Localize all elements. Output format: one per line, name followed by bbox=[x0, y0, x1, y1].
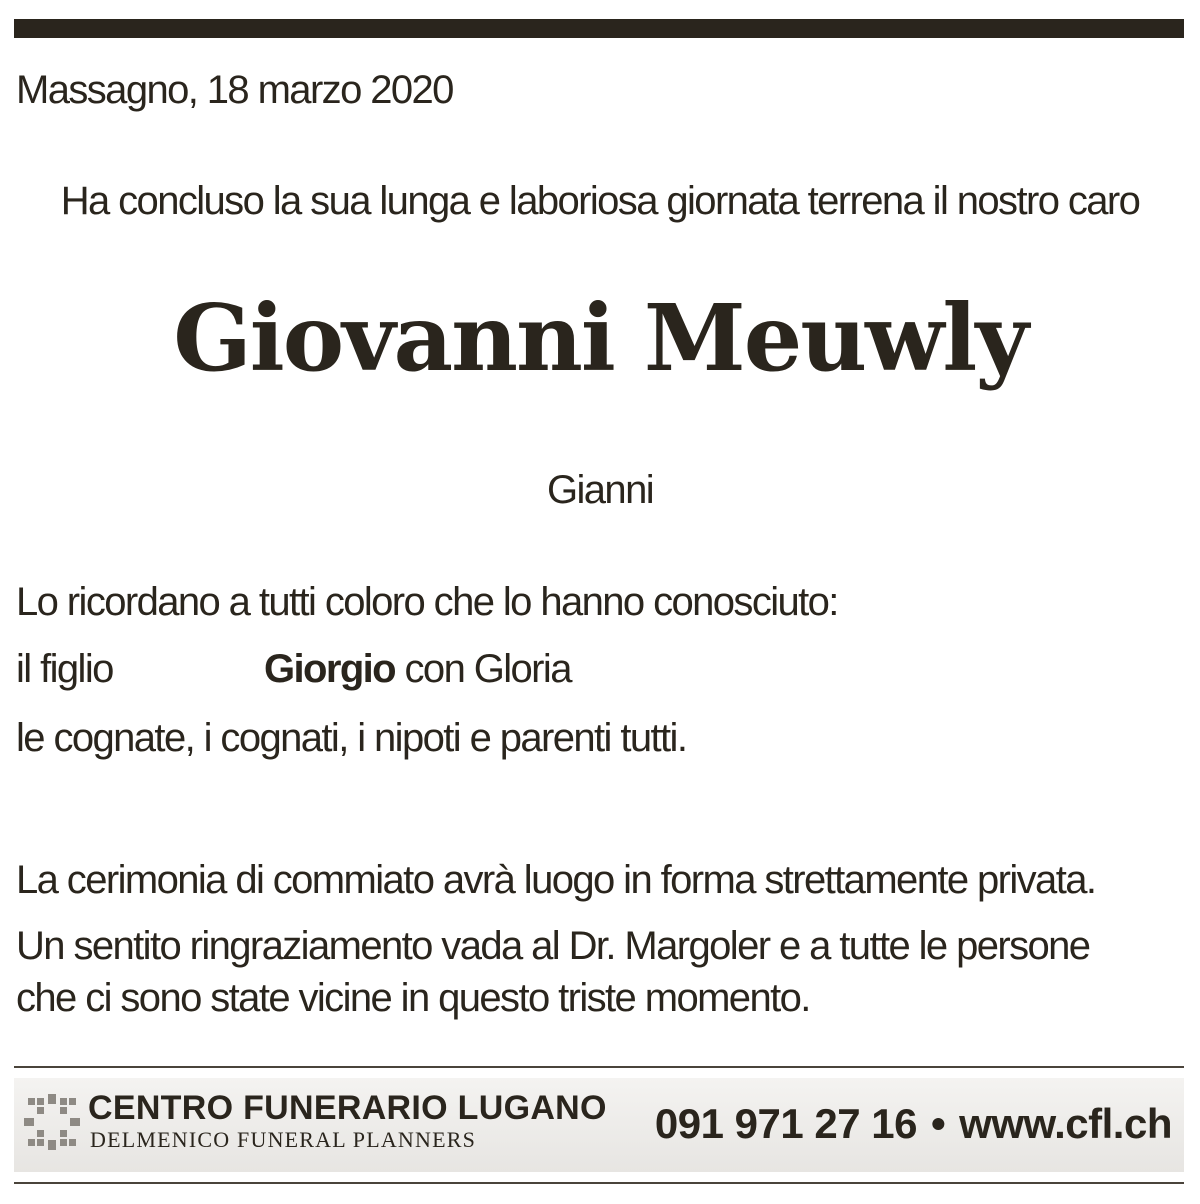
footer-top-rule bbox=[14, 1066, 1184, 1068]
relative-companion: con Gloria bbox=[404, 647, 571, 691]
contact-separator: • bbox=[930, 1100, 946, 1147]
deceased-name: Giovanni Meuwly bbox=[173, 284, 1027, 392]
family-member-row bbox=[16, 645, 916, 693]
footer-bottom-rule bbox=[14, 1182, 1184, 1184]
cross-logo-icon bbox=[24, 1092, 80, 1152]
relative-group bbox=[264, 645, 571, 693]
place-date: Massagno, 18 marzo 2020 bbox=[16, 68, 453, 112]
thanks-text-line-1: Un sentito ringraziamento vada al Dr. Margoler e a tutte le persone bbox=[16, 924, 1090, 968]
ceremony-text: La cerimonia di commiato avrà luogo in forma strettamente privata. bbox=[16, 858, 1096, 902]
thanks-text-line-2: che ci sono state vicine in questo triste momento. bbox=[16, 976, 810, 1020]
relative-name: Giorgio bbox=[264, 647, 396, 691]
funeral-company-subtitle: DELMENICO FUNERAL PLANNERS bbox=[90, 1127, 477, 1152]
contact-line bbox=[655, 1098, 1172, 1150]
nickname: Gianni bbox=[546, 468, 654, 512]
funeral-company-name: CENTRO FUNERARIO LUGANO bbox=[88, 1089, 607, 1127]
phone-number: 091 971 27 16 bbox=[654, 1100, 917, 1147]
other-relatives-text: le cognate, i cognati, i nipoti e parenti tutti. bbox=[16, 716, 687, 760]
website-link[interactable]: www.cfl.ch bbox=[959, 1100, 1172, 1147]
intro-text: Ha concluso la sua lunga e laboriosa giornata terrena il nostro caro bbox=[60, 179, 1140, 223]
relation-label: il figlio bbox=[16, 647, 113, 691]
remembered-by-text: Lo ricordano a tutti coloro che lo hanno conosciuto: bbox=[16, 580, 838, 624]
top-border-bar bbox=[14, 19, 1184, 38]
